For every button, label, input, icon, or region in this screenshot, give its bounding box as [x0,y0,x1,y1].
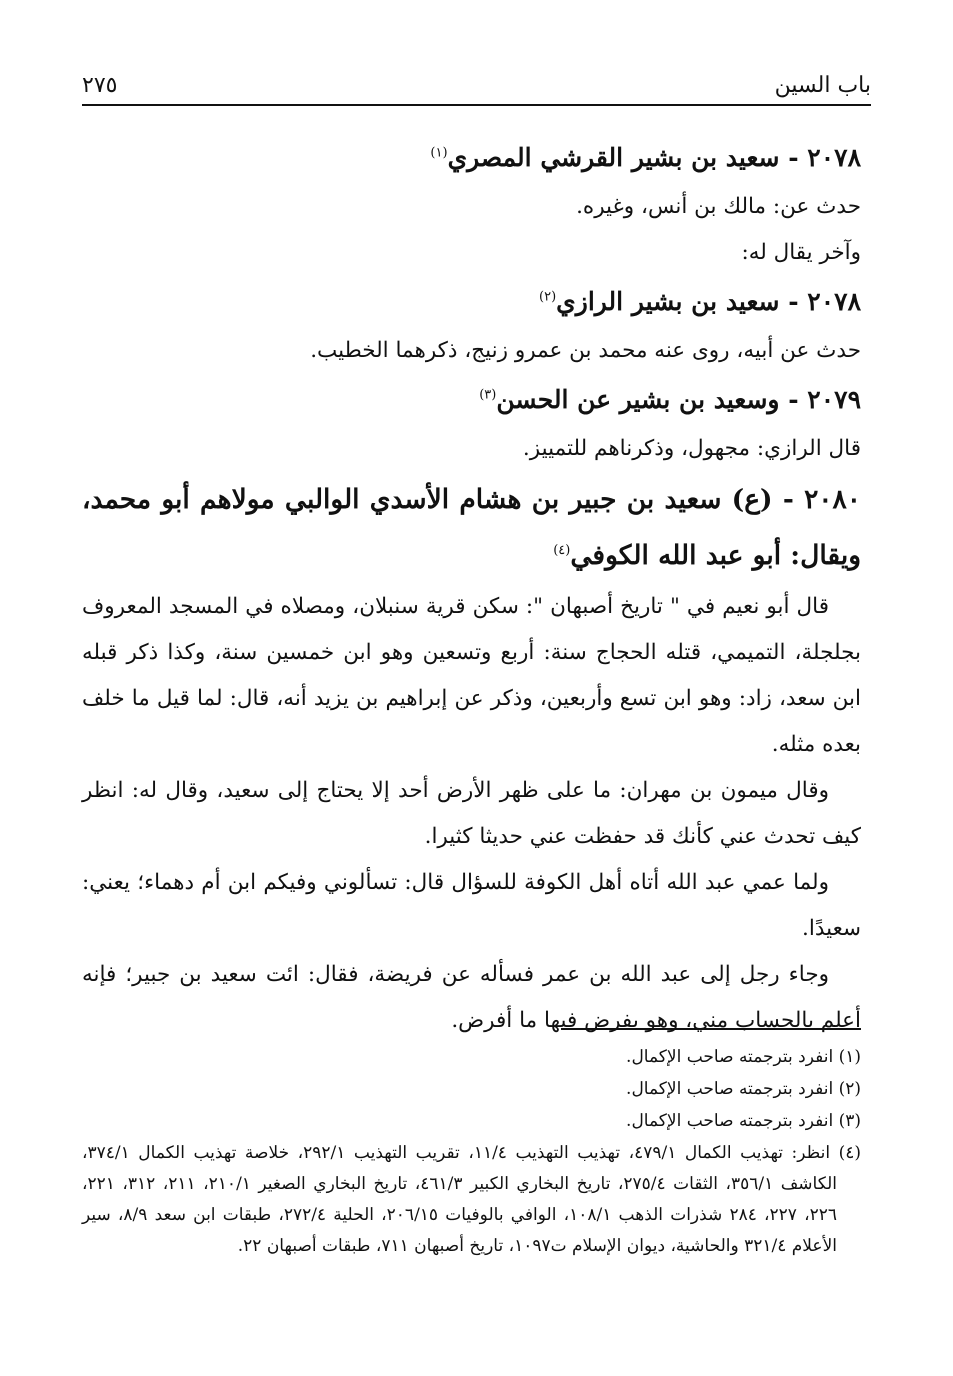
page-number: ٢٧٥ [82,73,118,98]
footnote-divider [561,1028,861,1030]
entry-text: قال الرازي: مجهول، وذكرناهم للتمييز. [522,436,861,461]
footnote-ref: (١) [430,145,448,161]
entry-title: ٢٠٧٨ - سعيد بن بشير الرازي$^{(٢)}$ [539,287,861,316]
entry-paragraph: وقال ميمون بن مهران: ما على ظهر الأرض أحد إلا يحتاج إلى سعيد، وقال له: انظر كيف تحدث عني كأنك قد حفظت عني حديثا كثيرا. [82,778,861,849]
entry-title: ٢٠٧٩ - وسعيد بن بشير عن الحسن$^{(٣)}$ [479,385,861,414]
section-name: باب السين [774,73,871,98]
entry-paragraph: وجاء رجل إلى عبد الله بن عمر فسأله عن فريضة، فقال: ائت سعيد بن جبير؛ فإنه أعلم بالحساب مني، وهو يفرض فيها ما أفرض. [82,962,861,1033]
running-header [82,62,871,106]
entry-text: وآخر يقال له: [741,240,861,265]
main-text [82,132,861,1044]
entry-paragraph: ولما عمي عبد الله أتاه أهل الكوفة للسؤال قال: تسألوني وفيكم ابن أم دهماء؛ يعني: سعيدًا. [82,870,861,941]
footnote-ref: (٤) [553,543,571,559]
footnotes [82,1042,861,1263]
entry-text: حدث عن أبيه، روى عنه محمد بن عمرو زنيج، ذكرهما الخطيب. [310,338,861,363]
footnote: (٣) انفرد بترجمته صاحب الإكمال. [626,1111,861,1131]
entry-paragraph: قال أبو نعيم في " تاريخ أصبهان ": سكن قرية سنبلان، ومصلاه في المسجد المعروف بجلجلة، التميمي، قتله الحجاج سنة: أربع وتسعين وهو ابن خمسين سنة، وكذا ذكر قبله ابن سعد، زاد: وهو ابن تسع وأربعين، وذكر عن إبراهيم بن يزيد أنه، قال: لما قيل ما خلف بعده مثله. [82,594,861,757]
footnote: (٢) انفرد بترجمته صاحب الإكمال. [626,1079,861,1099]
entry-title: ٢٠٨٠ - (ع) سعيد بن جبير بن هشام الأسدي الوالبي مولاهم أبو محمد، ويقال: أبو عبد الله الكوفي$^{(٤)}$ [82,484,861,571]
entry-text: حدث عن: مالك بن أنس، وغيره. [576,194,861,219]
footnote: (١) انفرد بترجمته صاحب الإكمال. [626,1047,861,1067]
footnote-ref: (٣) [479,387,497,403]
footnote: (٤) انظر: تهذيب الكمال ٤٧٩/١، تهذيب التهذيب ١١/٤، تقريب التهذيب ٢٩٢/١، خلاصة تهذيب الكمال ٣٧٤/١، الكاشف ٣٥٦/١، الثقات ٢٧٥/٤، تاريخ البخاري الكبير ٤٦١/٣، تاريخ البخاري الصغير ٢١٠/١، ٢١١، ٣١٢، ٢٢١، ٢٢٦، ٢٢٧، ٢٨٤ شذرات الذهب ١٠٨/١، الوافي بالوفيات ٢٠٦/١٥، الحلية ٢٧٢/٤، طبقات ابن سعد ٨/٩، سير الأعلام ٣٢١/٤ والحاشية، ديوان الإسلام ت١٠٩٧، تاريخ أصبهان ٧١١، طبقات أصبهان ٢٢. [82,1143,861,1256]
entry-title: ٢٠٧٨ - سعيد بن بشير القرشي المصري$^{(١)}$ [430,143,861,172]
footnote-ref: (٢) [539,289,557,305]
